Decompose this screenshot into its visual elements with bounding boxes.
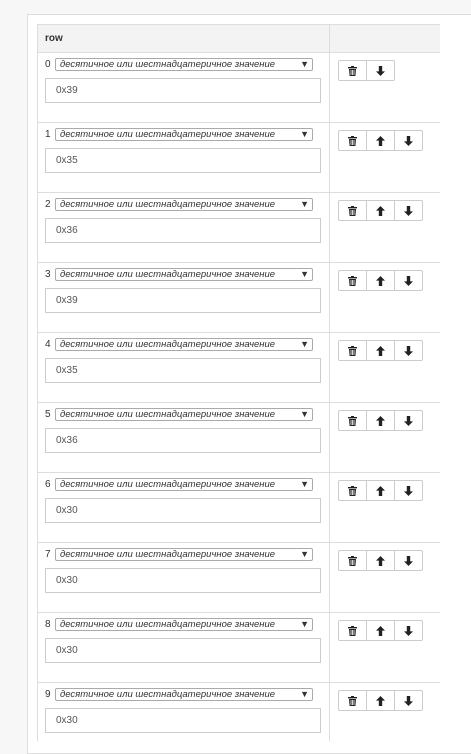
arrow-up-icon [376,486,385,496]
value-input[interactable]: 0x35 [45,358,321,383]
table-row [38,123,441,193]
trash-icon [348,696,357,706]
move-up-button[interactable] [366,200,395,221]
move-up-button[interactable] [366,410,395,431]
trash-icon [348,556,357,566]
row-item-cell [38,123,330,193]
value-type-select-label: десятичное или шестнадцатеричное значение [60,479,276,490]
row-actions-cell [330,473,441,543]
row-action-buttons [338,410,423,431]
row-action-buttons [338,550,423,571]
move-down-button[interactable] [394,410,423,431]
table-row [38,683,441,742]
row-item-cell [38,683,330,742]
row-actions-cell [330,613,441,683]
row-actions-cell [330,263,441,333]
row-actions-cell [330,123,441,193]
table-row [38,193,441,263]
chevron-down-icon: ▼ [300,549,309,559]
row-actions-cell [330,403,441,473]
row-index: 5 [45,409,51,420]
value-input[interactable]: 0x30 [45,708,321,733]
move-up-button[interactable] [366,270,395,291]
delete-row-button[interactable] [338,690,367,711]
value-type-select-label: десятичное или шестнадцатеричное значение [60,339,276,350]
row-action-buttons [338,270,423,291]
delete-row-button[interactable] [338,480,367,501]
row-index: 3 [45,269,51,280]
delete-row-button[interactable] [338,200,367,221]
chevron-down-icon: ▼ [300,689,309,699]
row-action-buttons [338,620,423,641]
value-type-select-label: десятичное или шестнадцатеричное значение [60,619,276,630]
arrow-up-icon [376,556,385,566]
row-index: 1 [45,129,51,140]
arrow-down-icon [404,346,413,356]
row-table [37,24,440,741]
move-down-button[interactable] [394,550,423,571]
row-action-buttons [338,200,423,221]
chevron-down-icon: ▼ [300,199,309,209]
value-type-select-label: десятичное или шестнадцатеричное значение [60,59,276,70]
move-down-button[interactable] [394,270,423,291]
chevron-down-icon: ▼ [300,409,309,419]
move-up-button[interactable] [366,130,395,151]
move-up-button[interactable] [366,550,395,571]
row-item-cell [38,333,330,403]
arrow-down-icon [404,276,413,286]
row-index: 4 [45,339,51,350]
arrow-down-icon [404,416,413,426]
arrow-down-icon [376,66,385,76]
row-actions-cell [330,53,441,123]
value-type-select[interactable] [55,548,313,561]
row-actions-cell [330,543,441,613]
chevron-down-icon: ▼ [300,59,309,69]
row-index: 7 [45,549,51,560]
row-item-cell [38,473,330,543]
value-input[interactable]: 0x36 [45,218,321,243]
arrow-up-icon [376,696,385,706]
value-type-select[interactable] [55,58,313,71]
move-up-button[interactable] [366,690,395,711]
row-array-editor [37,24,440,741]
table-row [38,613,441,683]
arrow-up-icon [376,346,385,356]
trash-icon [348,136,357,146]
value-type-select-label: десятичное или шестнадцатеричное значение [60,689,276,700]
row-index: 0 [45,59,51,70]
row-action-buttons [338,340,423,361]
trash-icon [348,346,357,356]
row-item-cell [38,543,330,613]
row-item-cell [38,53,330,123]
row-index: 9 [45,689,51,700]
row-column-header: row [38,25,330,53]
value-input[interactable]: 0x30 [45,568,321,593]
value-type-select[interactable] [55,618,313,631]
value-input[interactable]: 0x39 [45,78,321,103]
delete-row-button[interactable] [338,130,367,151]
move-down-button[interactable] [394,130,423,151]
move-up-button[interactable] [366,620,395,641]
move-down-button[interactable] [394,480,423,501]
value-type-select[interactable] [55,338,313,351]
value-type-select[interactable] [55,268,313,281]
row-item-cell [38,193,330,263]
move-down-button[interactable] [394,620,423,641]
value-type-select[interactable] [55,128,313,141]
trash-icon [348,66,357,76]
value-type-select-label: десятичное или шестнадцатеричное значение [60,129,276,140]
row-actions-cell [330,333,441,403]
arrow-up-icon [376,626,385,636]
row-index: 6 [45,479,51,490]
row-item-cell [38,403,330,473]
value-type-select-label: десятичное или шестнадцатеричное значение [60,269,276,280]
arrow-up-icon [376,276,385,286]
move-down-button[interactable] [366,60,395,81]
table-row [38,263,441,333]
row-action-buttons [338,480,423,501]
chevron-down-icon: ▼ [300,479,309,489]
row-action-buttons [338,690,423,711]
arrow-down-icon [404,486,413,496]
arrow-up-icon [376,416,385,426]
value-type-select-label: десятичное или шестнадцатеричное значение [60,549,276,560]
value-type-select[interactable] [55,478,313,491]
table-row [38,543,441,613]
delete-row-button[interactable] [338,550,367,571]
trash-icon [348,206,357,216]
trash-icon [348,626,357,636]
actions-column-header [330,25,441,53]
delete-row-button[interactable] [338,60,367,81]
trash-icon [348,486,357,496]
delete-row-button[interactable] [338,270,367,291]
move-down-button[interactable] [394,690,423,711]
value-input[interactable]: 0x30 [45,498,321,523]
value-type-select-label: десятичное или шестнадцатеричное значение [60,409,276,420]
row-index: 2 [45,199,51,210]
table-row [38,403,441,473]
arrow-up-icon [376,206,385,216]
delete-row-button[interactable] [338,340,367,361]
value-type-select[interactable] [55,198,313,211]
chevron-down-icon: ▼ [300,269,309,279]
value-type-select[interactable] [55,408,313,421]
value-input[interactable]: 0x39 [45,288,321,313]
row-item-cell [38,263,330,333]
trash-icon [348,416,357,426]
row-actions-cell [330,683,441,742]
row-item-cell [38,613,330,683]
value-type-select[interactable] [55,688,313,701]
arrow-down-icon [404,556,413,566]
chevron-down-icon: ▼ [300,619,309,629]
arrow-down-icon [404,136,413,146]
move-down-button[interactable] [394,340,423,361]
trash-icon [348,276,357,286]
value-input[interactable]: 0x35 [45,148,321,173]
chevron-down-icon: ▼ [300,339,309,349]
value-input[interactable]: 0x36 [45,428,321,453]
row-action-buttons [338,130,423,151]
table-row [38,473,441,543]
arrow-up-icon [376,136,385,146]
delete-row-button[interactable] [338,620,367,641]
row-index: 8 [45,619,51,630]
value-input[interactable]: 0x30 [45,638,321,663]
delete-row-button[interactable] [338,410,367,431]
chevron-down-icon: ▼ [300,129,309,139]
arrow-down-icon [404,696,413,706]
move-up-button[interactable] [366,340,395,361]
arrow-down-icon [404,626,413,636]
row-actions-cell [330,193,441,263]
arrow-down-icon [404,206,413,216]
table-row [38,53,441,123]
row-action-buttons [338,60,395,81]
move-up-button[interactable] [366,480,395,501]
table-row [38,333,441,403]
value-type-select-label: десятичное или шестнадцатеричное значение [60,199,276,210]
move-down-button[interactable] [394,200,423,221]
